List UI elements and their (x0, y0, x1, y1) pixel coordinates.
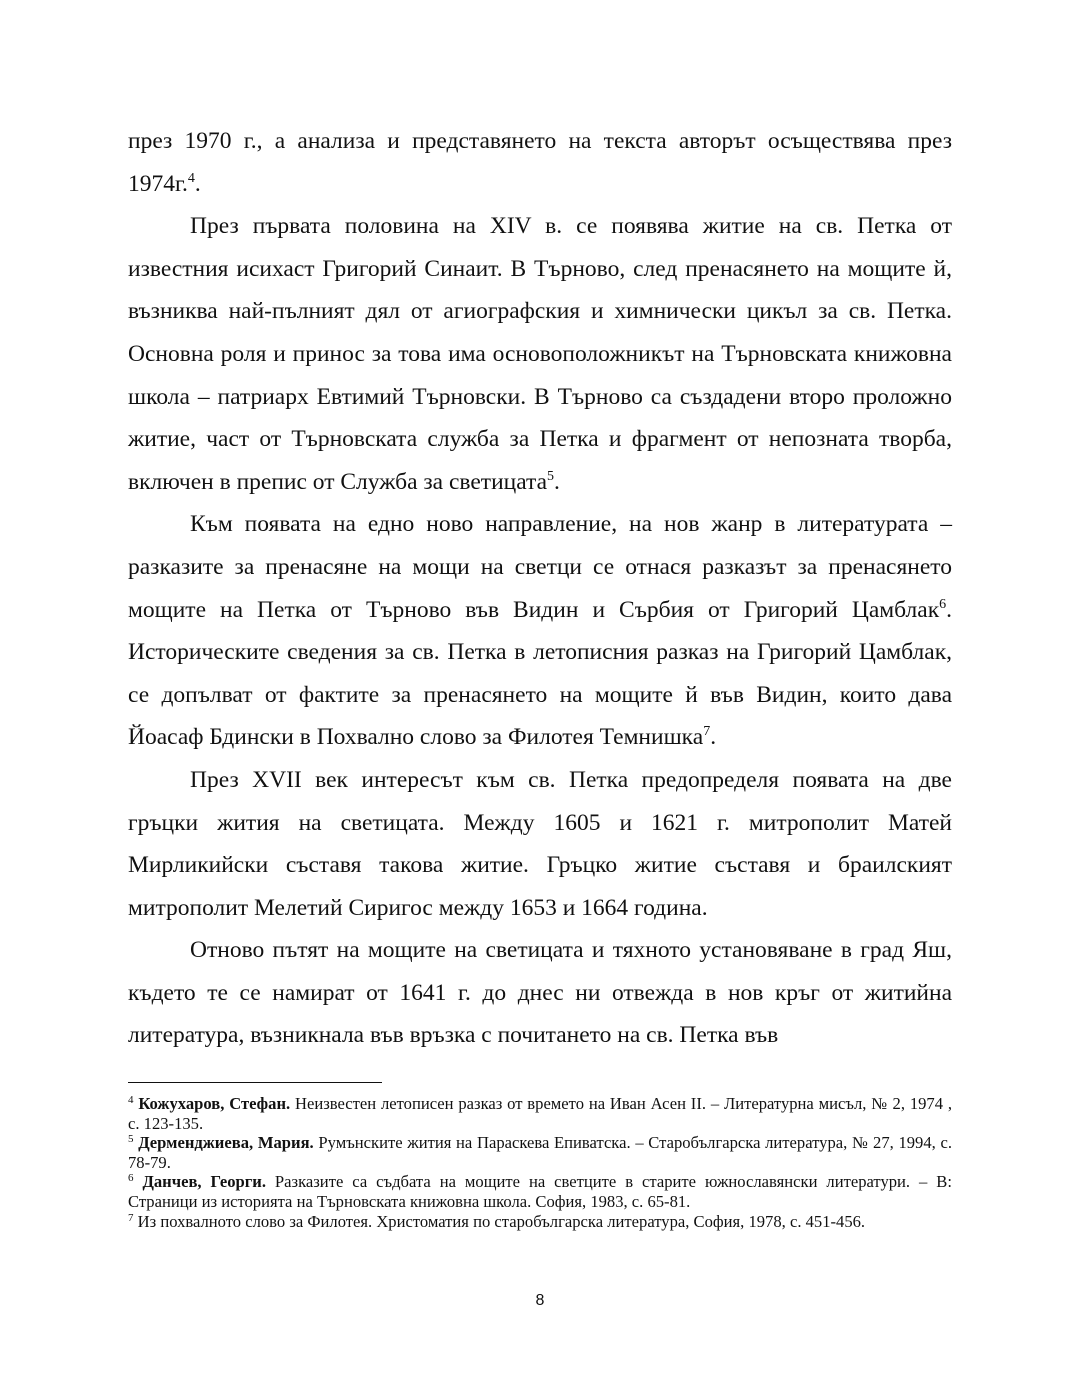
footnote-separator (128, 1082, 382, 1083)
footnote-5 (128, 1133, 952, 1172)
footnote-ref-7[interactable]: 7 (703, 724, 711, 740)
paragraph-4-text: През XVII век интересът към св. Петка предопределя появата на две гръцки жития на светицата. Между 1605 и 1621 г. митрополит Матей Мирликийски съставя такова житие. Гръцко житие съставя и браилският митрополит Мелетий Сиригос между 1653 и 1664 година. (128, 766, 952, 921)
paragraph-2-tail: . (554, 468, 560, 495)
footnote-6 (128, 1172, 952, 1211)
footnote-text: Румънските жития на Параскева Епиватска. – Старобългарска литература, № 27, 1994, с. 78-79. (128, 1133, 952, 1172)
footnote-ref-4[interactable]: 4 (187, 170, 195, 186)
footnote-ref-5[interactable]: 5 (547, 468, 555, 484)
footnote-ref-6[interactable]: 6 (939, 596, 947, 612)
paragraph-5 (128, 929, 952, 1057)
paragraph-3-text-a: Към появата на едно ново направление, на нов жанр в литературата – разказите за пренасяне на мощи на светци се отнася разказът за пренасянето мощите на Петка от Търново във Видин и Сърбия от Григорий Цамблак (128, 511, 952, 623)
footnote-author: Данчев, Георги. (142, 1172, 266, 1192)
paragraph-1-tail: . (194, 170, 201, 197)
footnotes-section (128, 1094, 952, 1231)
paragraph-1 (128, 120, 952, 205)
footnote-number: 7 (128, 1211, 134, 1224)
footnote-text: Разказите са съдбата на мощите на светците в старите южнославянски литератури. – В: Страници из историята на Търновската книжовна школа. София, 1983, с. 65-81. (128, 1172, 952, 1211)
paragraph-3-text-b: . Историческите сведения за св. Петка в летописния разказ на Григорий Цамблак, се допълват от фактите за пренасянето на мощите й във Видин, които дава Йоасаф Бдински в Похвално слово за Филотея Темнишка (128, 596, 952, 751)
footnote-number: 4 (128, 1094, 134, 1106)
paragraph-1-text: през 1970 г., а анализа и представянето на текста авторът осъществява през 1974г. (128, 128, 952, 197)
page-number: 8 (535, 1292, 545, 1309)
paragraph-3-tail: . (710, 724, 717, 751)
paragraph-2-text: През първата половина на XIV в. се появява житие на св. Петка от известния исихаст Григорий Синаит. В Търново, след пренасянето на мощите й, възниква най-пълният дял от агиографския и химнически цикъл за св. Петка. Основна роля и принос за това има основоположникът на Търновската книжовна школа – патриарх Евтимий Търновски. В Търново са създадени второ проложно житие, част от Търновската служба за Петка и фрагмент от непозната творба, включен в препис от Служба за светицата (128, 213, 952, 495)
footnote-text: Неизвестен летописен разказ от времето на Иван Асен II. – Литературна мисъл, № 2, 1974 , с. 123-135. (128, 1094, 952, 1133)
footnote-7 (128, 1212, 952, 1232)
footnote-author: Кожухаров, Стефан. (138, 1094, 291, 1113)
footnote-author: Дерменджиева, Мария. (138, 1133, 314, 1153)
paragraph-5-text: Отново пътят на мощите на светицата и тяхното установяване в град Яш, където те се намират от 1641 г. до днес ни отвежда в нов кръг от житийна литература, възникнала във връзка с почитането на св. Петка във (128, 937, 952, 1049)
footnote-4 (128, 1094, 952, 1133)
main-text (128, 120, 952, 1057)
paragraph-3 (128, 503, 952, 759)
paragraph-4 (128, 759, 952, 929)
footnote-text: Из похвалното слово за Филотея. Христоматия по старобългарска литература, София, 1978, с. 451-456. (133, 1211, 866, 1231)
paragraph-2 (128, 205, 952, 503)
footnote-number: 5 (128, 1133, 134, 1146)
footnote-number: 6 (128, 1172, 134, 1185)
